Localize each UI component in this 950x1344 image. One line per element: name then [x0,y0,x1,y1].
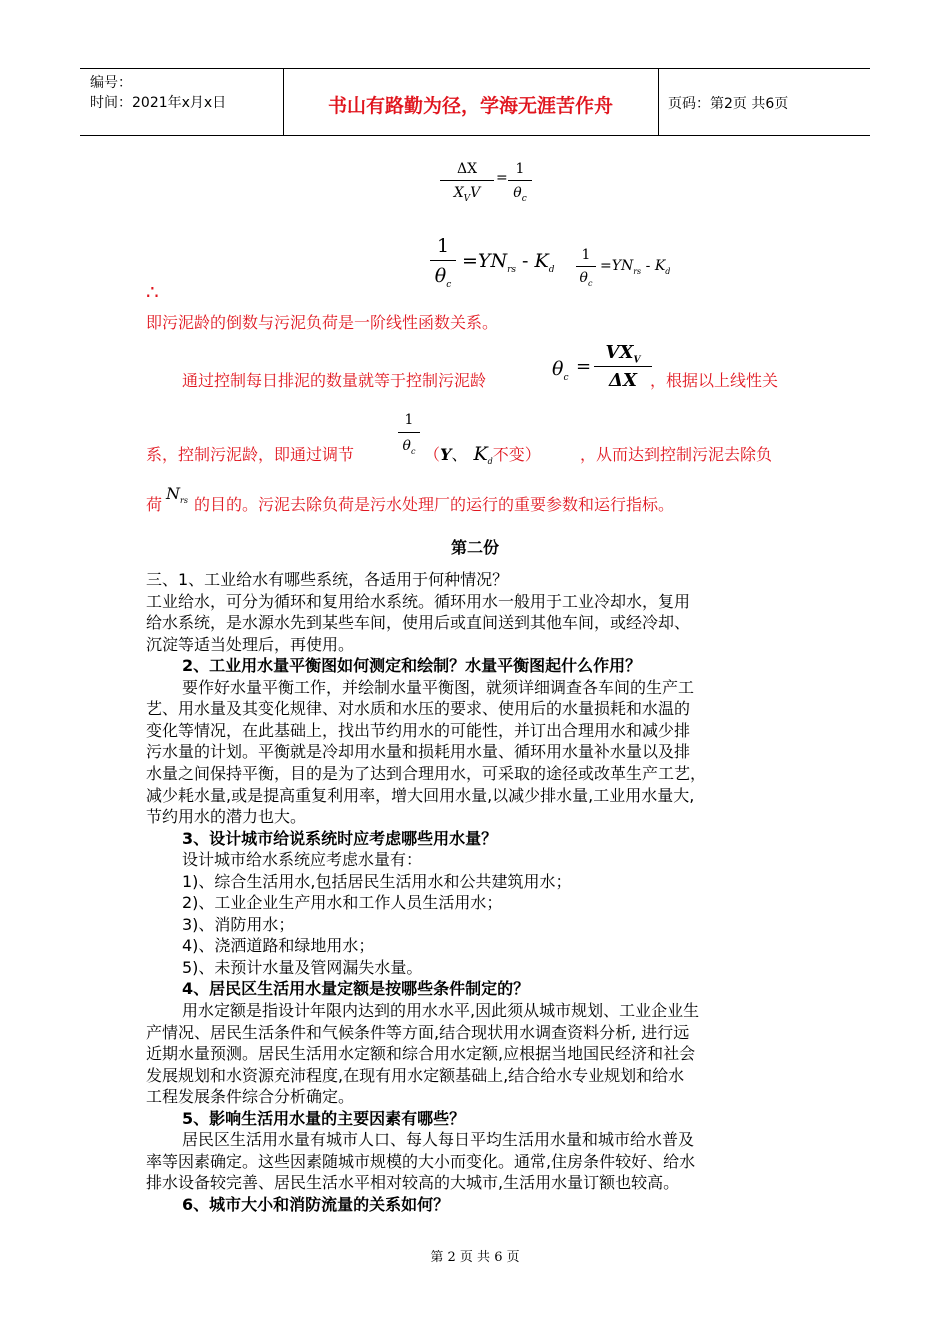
body-line: 产情况、居民生活条件和气候条件等方面,结合现状用水调查资料分析, 进行远 [146,1022,690,1042]
n-rs-letter: N [166,484,180,503]
header-divider [658,69,659,135]
vxv-num-sub: V [633,355,641,366]
f2-mid-sub: rs [507,264,517,275]
red-line-1: 即污泥龄的倒数与污泥负荷是一阶线性函数关系。 [146,313,499,332]
body-line: 设计城市给水系统应考虑水量有： [182,850,423,870]
body-line: 近期水量预测。居民生活用水定额和综合用水定额,应根据当地国民经济和社会 [146,1044,696,1064]
body-line: 给水系统，是水源水先到某些车间，使用后或直间送到其他车间，或经冷却、 [146,613,691,633]
time-label: 时间：2021年x月x日 [90,95,227,111]
inline-sub: c [410,446,416,456]
therefore-symbol: ∴ [146,280,159,304]
body-line: 工业给水，可分为循环和复用给水系统。循环用水一般用于工业冷却水，复用 [146,591,691,611]
inline-k-sub: d [487,457,493,467]
body-line: 发展规划和水资源充沛程度,在现有用水定额基础上,结合给水专业规划和给水 [146,1065,685,1085]
body-line: 变化等情况，在此基础上，找出节约用水的可能性，并订出合理用水和减少排 [146,720,691,740]
inline-tail: 不变） [492,445,541,464]
body-line: 工程发展条件综合分析确定。 [146,1087,355,1107]
f2b-k: K [654,258,666,274]
body-line: 6、城市大小和消防流量的关系如何？ [182,1194,450,1214]
header-motto: 书山有路勤为径，学海无涯苦作舟 [327,95,613,117]
f2-k: K [534,250,549,272]
red-line-2a: 通过控制每日排泥的数量就等于控制污泥龄 [182,371,487,390]
f2-k-sub: d [548,264,555,275]
red-line-2b: ，根据以上线性关 [650,371,779,390]
body-line: 沉淀等适当处理后，再使用。 [146,634,355,654]
f1-numerator: ΔX [456,161,478,177]
vxv-num: VX [605,342,634,363]
body-line: 三、1、工业给水有哪些系统，各适用于何种情况？ [146,570,509,589]
f2b-mid-sub: rs [633,266,642,276]
n-rs [166,484,188,505]
f2b-minus: - [641,258,655,274]
body-line: 排水设备较完善、居民生活水平相对较高的大城市,生活用水量订额也较高。 [146,1173,680,1193]
body-line: 3)、消防用水； [182,914,295,934]
section-title: 第二份 [450,538,499,557]
body-line: 减少耗水量,或是提高重复利用率，增大回用水量,以减少排水量,工业用水量大, [146,785,695,805]
inline-k: K [473,443,488,465]
body-line: 2、工业用水量平衡图如何测定和绘制？水量平衡图起什么作用？ [182,656,642,676]
f2b-sub: c [587,278,593,288]
page-info: 页码：第2页 共6页 [668,96,789,112]
inline-sep: 、 [451,445,468,464]
body-line: 艺、用水量及其变化规律、对水质和水压的要求、使用后的水量损耗和水温的 [146,699,691,719]
f2-mid: =YN [462,250,508,272]
inline-y: Y [440,445,452,464]
formula-1 [440,158,540,214]
body-line: 4)、浇洒道路和绿地用水； [182,936,375,956]
n-rs-sub: rs [180,496,188,506]
body-line: 2)、工业企业生产用水和工作人员生活用水； [182,893,503,913]
page-header [80,68,870,136]
body-line: 水量之间保持平衡，目的是为了达到合理用水，可采取的途径或改革生产工艺， [146,763,707,783]
f2b-mid: =YN [600,258,634,274]
body-line: 节约用水的潜力也大。 [146,807,307,827]
body-line: 要作好水量平衡工作，并绘制水量平衡图，就须详细调查各车间的生产工 [182,677,695,697]
f2-sub: c [446,279,452,290]
inline-paren-open: （ [424,445,441,464]
body-line: 用水定额是指设计年限内达到的用水水平,因此须从城市规划、工业企业生 [182,1001,700,1020]
page-footer: 第 2 页 共 6 页 [430,1250,520,1265]
f1-den: X [453,185,464,201]
f2-one: 1 [436,235,450,257]
f2b-one: 1 [581,247,591,263]
f1-eq: = [496,170,508,186]
red-line-4b: 的目的。污泥去除负荷是污水处理厂的运行的重要参数和运行指标。 [194,495,675,514]
red-line-4a: 荷 [146,495,163,514]
formula-inline-theta [398,408,420,459]
body-line: 3、设计城市给说系统时应考虑哪些用水量？ [182,828,498,848]
f1-rhs-num: 1 [515,161,525,177]
theta-c: θ [552,358,564,380]
f1-den-tail: V [470,185,481,201]
f2-minus: - [516,250,535,272]
vxv-den: ΔX [594,366,652,395]
red-line-3b: ，从而达到控制污泥去除负 [580,445,773,464]
formula-2 [430,232,710,298]
f2b-k-sub: d [665,266,671,276]
theta-c-sub: c [563,372,569,383]
body-line: 居民区生活用水量有城市人口、每人每日平均生活用水量和城市给水普及 [182,1130,695,1150]
body-line: 1)、综合生活用水,包括居民生活用水和公共建筑用水； [182,871,572,891]
body-line: 率等因素确定。这些因素随城市规模的大小而变化。通常,住房条件较好、给水 [146,1151,696,1171]
body-line: 5)、未预计水量及管网漏失水量。 [182,957,423,977]
formula-theta-c: $\theta_c$ = $VX_V$ ΔX [552,340,662,400]
serial-label: 编号： [90,75,132,91]
inline-theta: θ [402,438,411,454]
body-line: 5、影响生活用水量的主要因素有哪些？ [182,1108,466,1128]
f1-den-sub: V [463,193,471,204]
inline-one: 1 [404,412,414,428]
body-line: 污水量的计划。平衡就是冷却用水量和损耗用水量、循环用水量补水量以及排 [146,742,691,762]
header-meta [90,73,226,113]
f1-rhs-sub: c [521,193,527,204]
body-line: 4、居民区生活用水量定额是按哪些条件制定的？ [182,979,530,999]
f2b-theta: θ [579,270,588,286]
red-line-3a: 系，控制污泥龄，即通过调节 [146,445,355,464]
inline-paren-group [424,444,541,473]
f2-theta: θ [434,265,447,287]
f1-rhs-den: θ [513,185,522,201]
